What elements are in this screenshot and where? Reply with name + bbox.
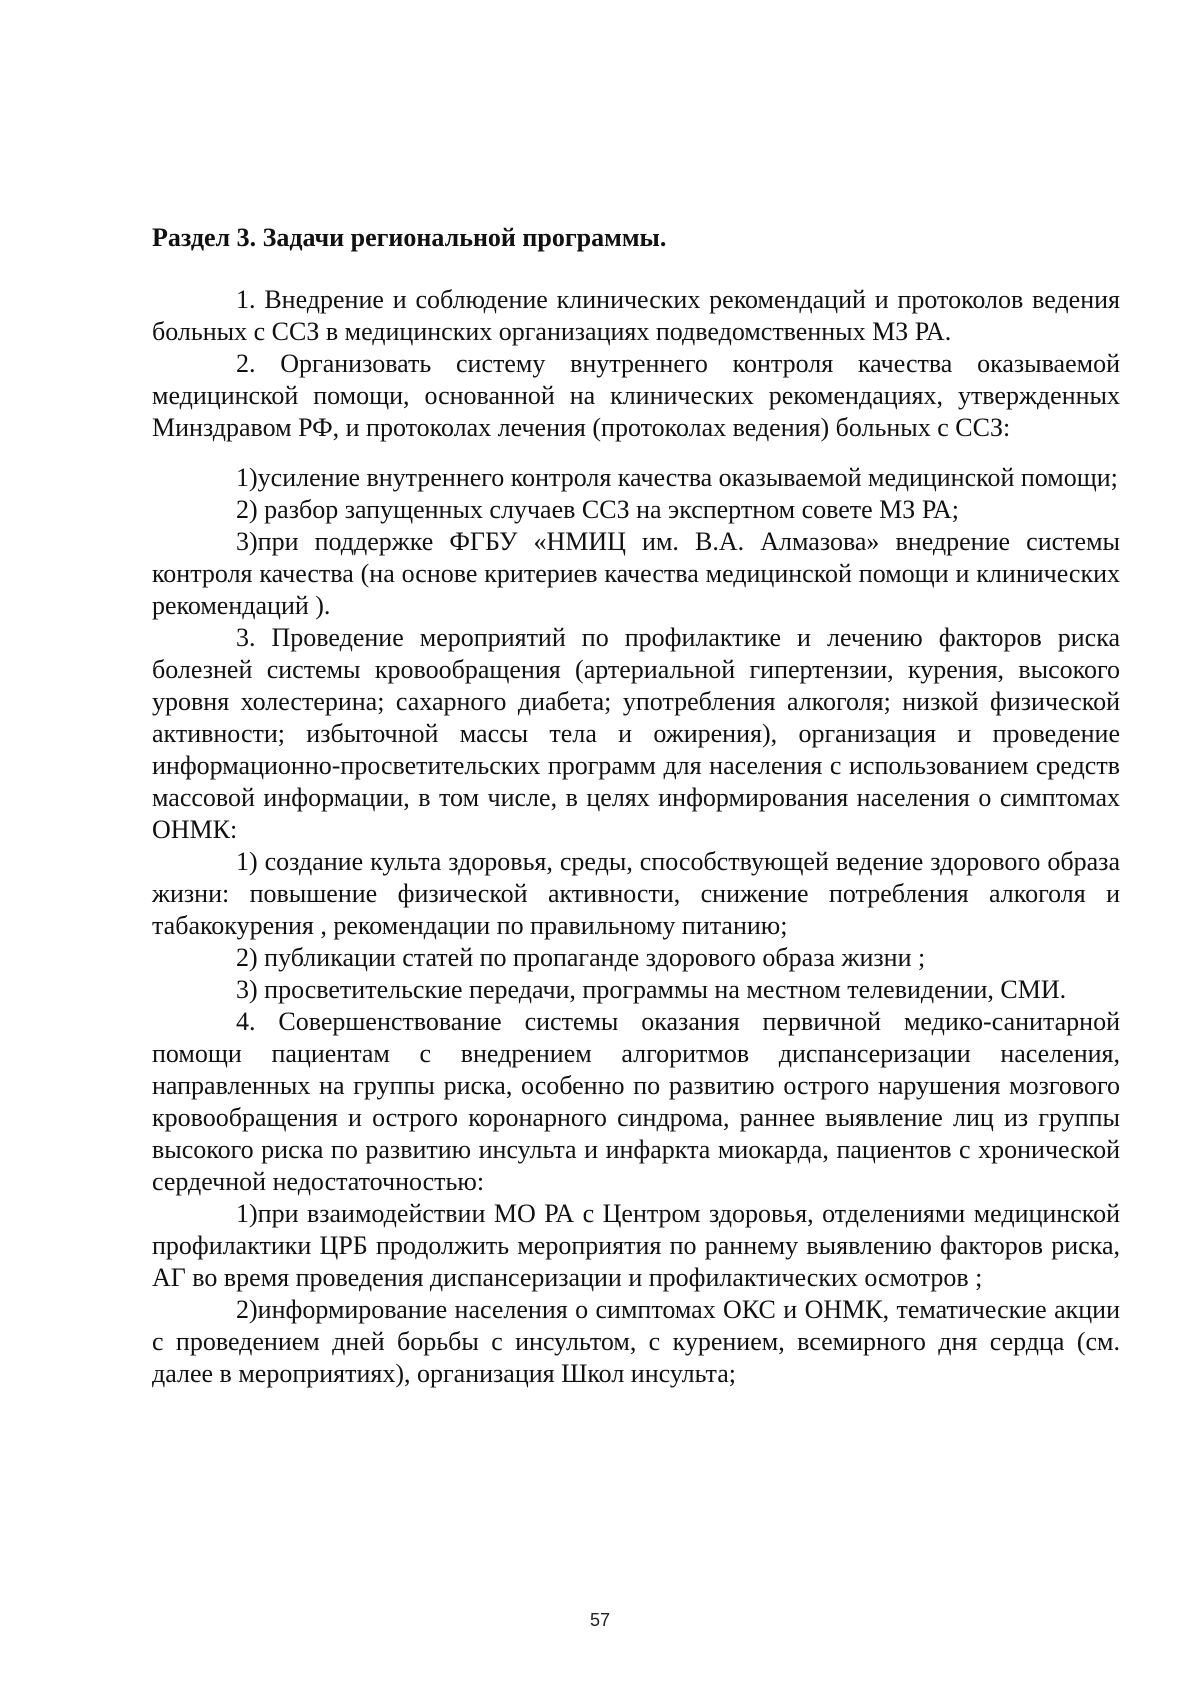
task-3-item-1: 1) создание культа здоровья, среды, способствующей ведение здорового образа жизни: повышение физической активности, снижение потребления алкоголя и табакокурения , рекомендации по правильному питанию; xyxy=(152,847,1120,940)
task-2-item-1: 1)усиление внутреннего контроля качества оказываемой медицинской помощи; xyxy=(236,463,1118,492)
task-2-item-3: 3)при поддержке ФГБУ «НМИЦ им. В.А. Алмазова» внедрение системы контроля качества (на основе критериев качества медицинской помощи и клинических рекомендаций ). xyxy=(152,527,1120,620)
task-3-item-2: 2) публикации статей по пропаганде здорового образа жизни ; xyxy=(236,943,926,972)
task-3-item-3: 3) просветительские передачи, программы на местном телевидении, СМИ. xyxy=(236,975,1067,1004)
paragraph-gap xyxy=(152,444,1120,462)
task-2-item-2: 2) разбор запущенных случаев ССЗ на экспертном совете МЗ РА; xyxy=(236,495,959,524)
task-4-item-1: 1)при взаимодействии МО РА с Центром здоровья, отделениями медицинской профилактики ЦРБ продолжить мероприятия по раннему выявлению факторов риска, АГ во время проведения диспансеризации и профилактических осмотров ; xyxy=(152,1199,1120,1292)
task-4-item-2: 2)информирование населения о симптомах ОКС и ОНМК, тематические акции с проведением дней борьбы с инсультом, с курением, всемирного дня сердца (см. далее в мероприятиях), организация Школ инсульта; xyxy=(152,1295,1120,1388)
page-number: 57 xyxy=(589,1610,611,1630)
section-heading: Раздел 3. Задачи региональной программы. xyxy=(152,223,667,252)
task-1-paragraph: 1. Внедрение и соблюдение клинических рекомендаций и протоколов ведения больных с ССЗ в медицинских организациях подведомственных МЗ РА. xyxy=(152,285,1120,346)
task-3-paragraph: 3. Проведение мероприятий по профилактике и лечению факторов риска болезней системы кровообращения (артериальной гипертензии, курения, высокого уровня холестерина; сахарного диабета; употребления алкоголя; низкой физической активности; избыточной массы тела и ожирения), организация и проведение информационно-просветительских программ для населения с использованием средств массовой информации, в том числе, в целях информирования населения о симптомах ОНМК: xyxy=(152,623,1120,844)
task-2-paragraph: 2. Организовать систему внутреннего контроля качества оказываемой медицинской помощи, основанной на клинических рекомендациях, утвержденных Минздравом РФ, и протоколах лечения (протоколах ведения) больных с ССЗ: xyxy=(152,349,1120,442)
task-4-paragraph: 4. Совершенствование системы оказания первичной медико-санитарной помощи пациентам с внедрением алгоритмов диспансеризации населения, направленных на группы риска, особенно по развитию острого нарушения мозгового кровообращения и острого коронарного синдрома, раннее выявление лиц из группы высокого риска по развитию инсульта и инфаркта миокарда, пациентов с хронической сердечной недостаточностью: xyxy=(152,1007,1120,1196)
document-body xyxy=(152,222,1120,1390)
